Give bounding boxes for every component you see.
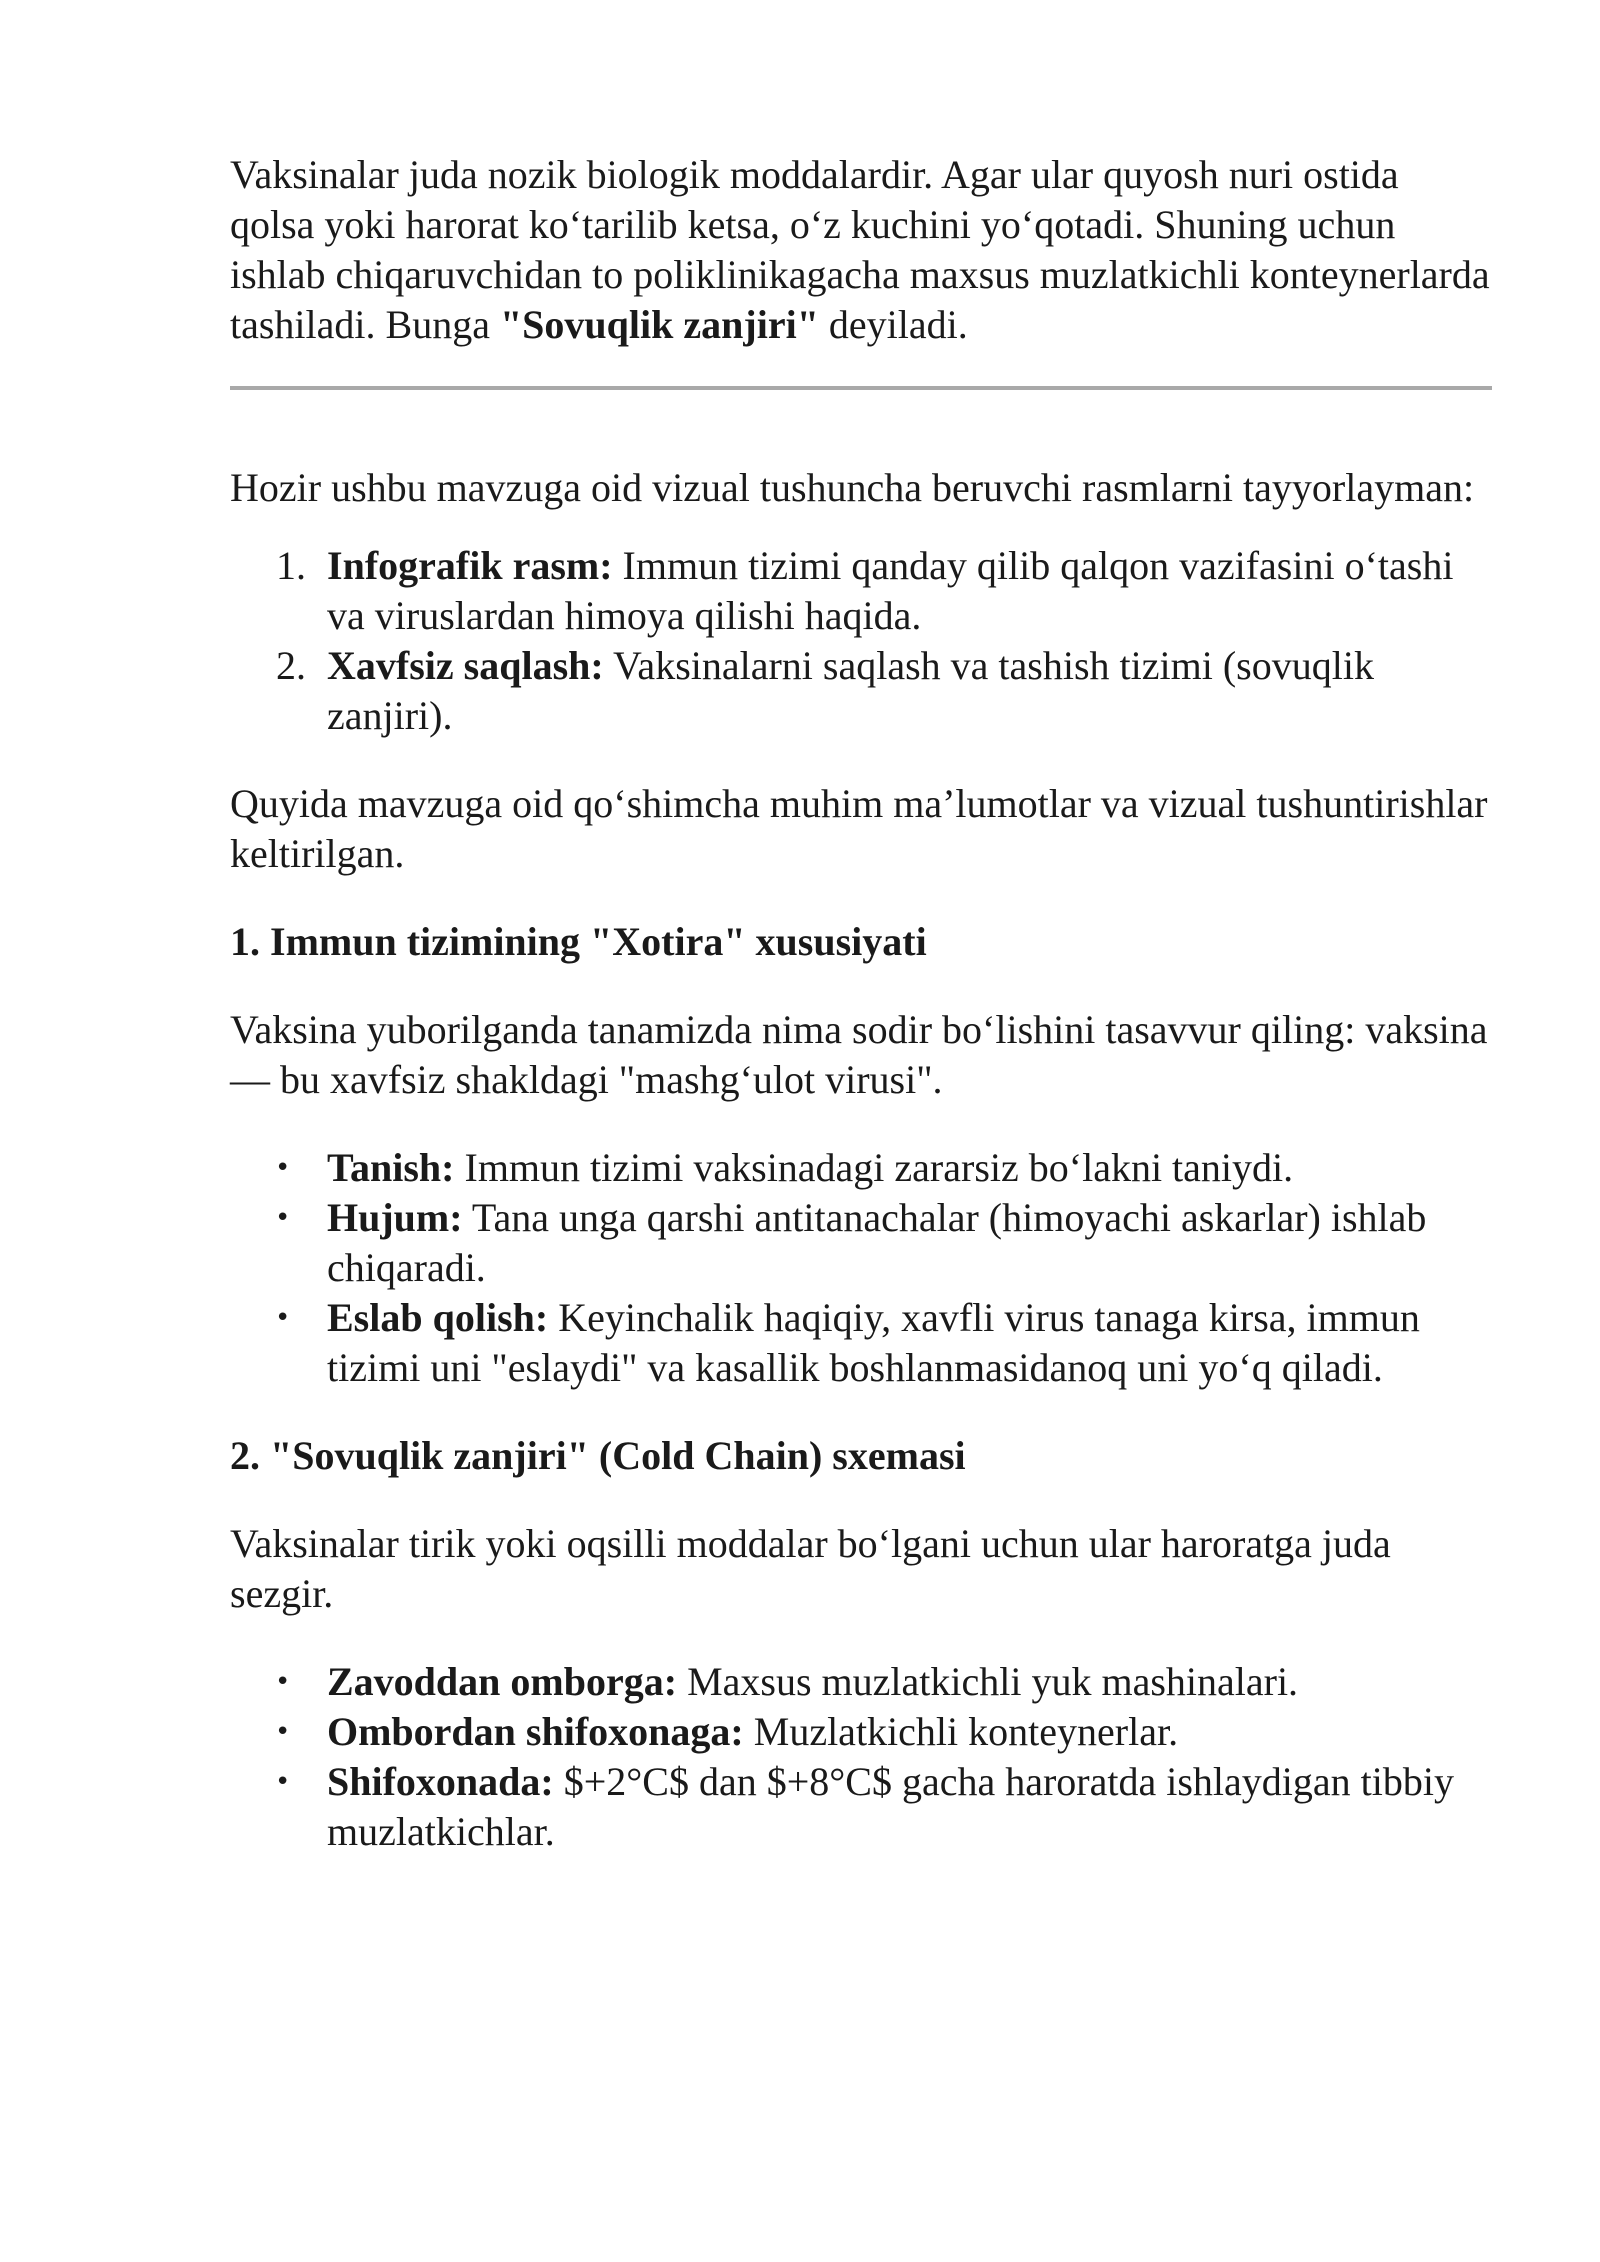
list-number: 2. [276,643,306,688]
list-item-term: Hujum: [327,1195,463,1240]
list-item [230,1707,1492,1757]
intro-tail: deyiladi. [818,302,968,347]
list-item-text: Muzlatkichli konteynerlar. [743,1709,1179,1754]
bullet-icon: • [275,1203,291,1233]
list-item-term: Zavoddan omborga: [327,1659,678,1704]
numbered-list [230,541,1492,741]
document-page [230,150,1492,1857]
list-item [230,641,1492,741]
list-item [230,541,1492,641]
bullet-icon: • [275,1303,291,1333]
section1-bullet-list [230,1143,1492,1393]
list-item [230,1657,1492,1707]
list-number: 1. [276,543,306,588]
intro-bold-term: "Sovuqlik zanjiri" [499,302,819,347]
list-item-term: Xavfsiz saqlash: [327,643,604,688]
hozir-paragraph: Hozir ushbu mavzuga oid vizual tushuncha beruvchi rasmlarni tayyorlayman: [230,465,1475,510]
section2-bullet-list [230,1657,1492,1857]
section1-heading: 1. Immun tizimining "Xotira" xususiyati [230,919,927,964]
horizontal-divider [230,386,1492,390]
list-item-text: Maxsus muzlatkichli yuk mashinalari. [677,1659,1299,1704]
list-item-text: Immun tizimi vaksinadagi zararsiz bo‘lakni taniydi. [454,1145,1294,1190]
bullet-icon: • [275,1153,291,1183]
section1-paragraph: Vaksina yuborilganda tanamizda nima sodir bo‘lishini tasavvur qiling: vaksina — bu xavfsiz shakldagi "mashg‘ulot virusi". [230,1007,1488,1102]
list-item-term: Tanish: [327,1145,455,1190]
bullet-icon: • [275,1767,291,1797]
list-item-text: Immun tizimi qanday qilib qalqon vazifasini o‘tashi va viruslardan himoya qilishi haqida. [327,543,1454,638]
quyida-paragraph: Quyida mavzuga oid qo‘shimcha muhim ma’lumotlar va vizual tushuntirishlar keltirilgan. [230,781,1488,876]
list-item [230,1293,1492,1393]
list-item-term: Eslab qolish: [327,1295,549,1340]
list-item-term: Shifoxonada: [327,1759,554,1804]
bullet-icon: • [275,1667,291,1697]
list-item-text: Tana unga qarshi antitanachalar (himoyachi askarlar) ishlab chiqaradi. [327,1195,1427,1290]
list-item-term: Infografik rasm: [327,543,613,588]
list-item [230,1193,1492,1293]
list-item-text: $+2°C$ dan $+8°C$ gacha haroratda ishlaydigan tibbiy muzlatkichlar. [327,1759,1455,1854]
list-item [230,1143,1492,1193]
list-item-text: Keyinchalik haqiqiy, xavfli virus tanaga kirsa, immun tizimi uni "eslaydi" va kasallik boshlanmasidanoq uni yo‘q qiladi. [327,1295,1420,1390]
list-item-term: Ombordan shifoxonaga: [327,1709,744,1754]
intro-paragraph [230,150,1492,350]
section2-heading: 2. "Sovuqlik zanjiri" (Cold Chain) sxemasi [230,1433,966,1478]
intro-text: Vaksinalar juda nozik biologik moddalardir. Agar ular quyosh nuri ostida qolsa yoki harorat ko‘tarilib ketsa, o‘z kuchini yo‘qotadi. Shuning uchun ishlab chiqaruvchidan to poliklinikagacha maxsus muzlatkichli konteynerlarda tashiladi. Bunga [230,152,1490,347]
bullet-icon: • [275,1717,291,1747]
list-item-text: Vaksinalarni saqlash va tashish tizimi (sovuqlik zanjiri). [327,643,1374,738]
section2-paragraph: Vaksinalar tirik yoki oqsilli moddalar bo‘lgani uchun ular haroratga juda sezgir. [230,1521,1391,1616]
list-item [230,1757,1492,1857]
